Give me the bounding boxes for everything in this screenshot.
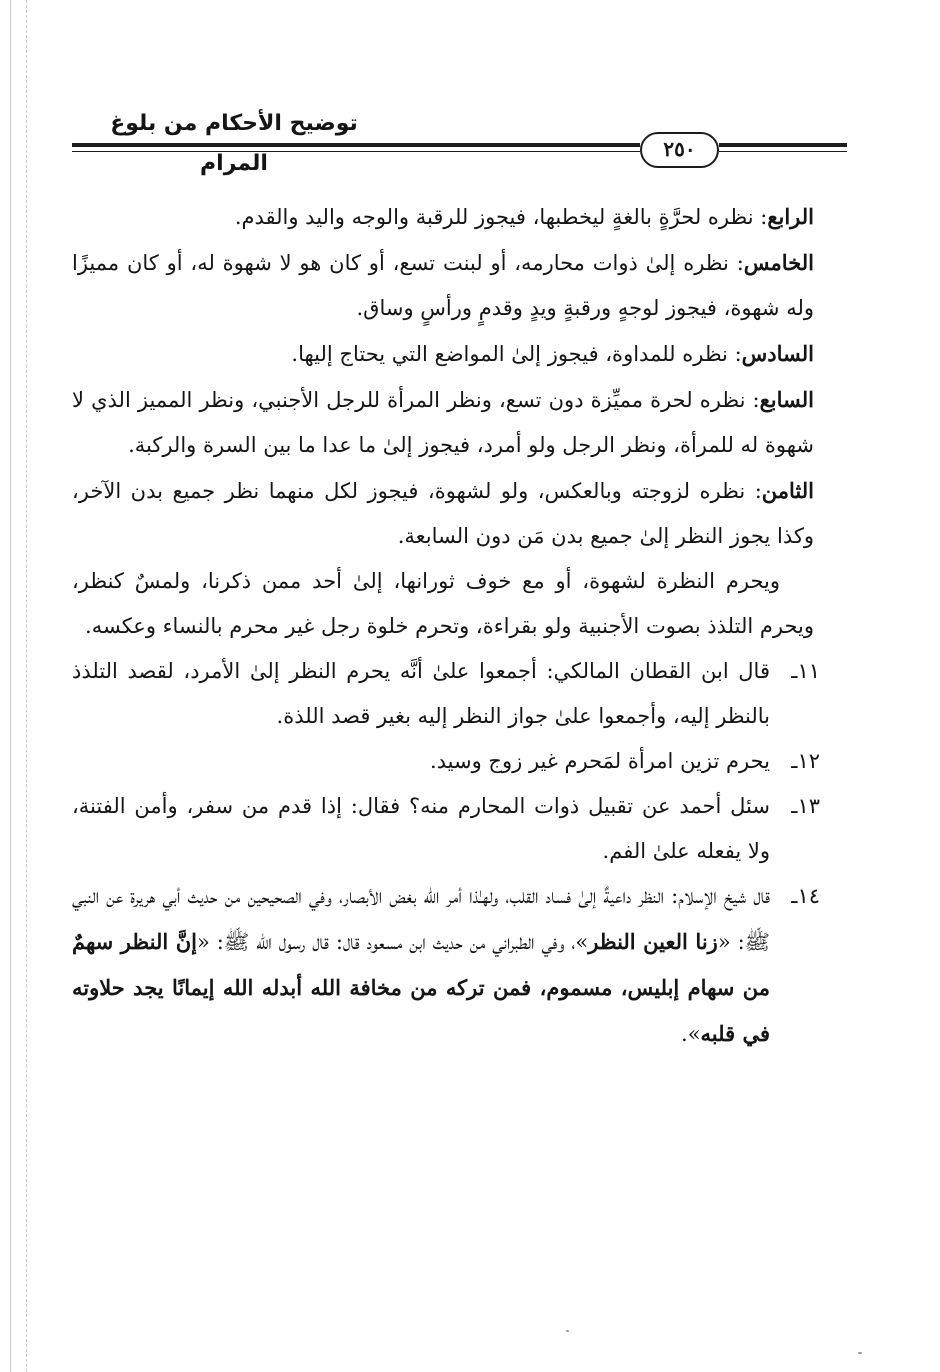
running-header-title: توضيح الأحكام من بلوغ المرام xyxy=(110,111,358,176)
item-number: ١٣ـ xyxy=(791,794,820,818)
paragraph-label: الخامس xyxy=(743,250,814,275)
numbered-item-11 xyxy=(72,649,820,739)
item-number: ١٤ـ xyxy=(791,884,820,908)
paragraph-label: السابع xyxy=(759,387,814,412)
header-rule xyxy=(719,143,847,147)
paragraph-prohibition xyxy=(72,559,814,649)
paragraph-eighth xyxy=(72,468,814,559)
paragraph-fourth xyxy=(72,194,814,240)
item-number: ١٢ـ xyxy=(791,749,820,773)
paragraph-sixth xyxy=(72,331,814,377)
header-rule xyxy=(719,151,847,152)
item-text: ». xyxy=(681,1022,701,1046)
paragraph-text: : نظره إلىٰ ذوات محارمه، أو لبنت تسع، أو كان هو لا شهوة له، أو كان مميزًا وله شهوة، فيجوز لوجهٍ ورقبةٍ ويدٍ وقدمٍ ورأسٍ وساق. xyxy=(72,251,814,320)
item-text: »، وفي الطبراني من حديث ابن مسعود قال: قال رسول الله ﷺ: « xyxy=(197,930,589,954)
paragraph-fifth xyxy=(72,240,814,331)
paragraph-label: السادس xyxy=(741,341,814,366)
scan-speck xyxy=(858,1352,862,1354)
paragraph-label: الرابع xyxy=(767,204,814,229)
hadith-quote: زنا العين النظر xyxy=(588,929,718,954)
header-rule xyxy=(72,143,640,147)
page-number: ٢٥٠ xyxy=(640,132,719,168)
numbered-item-14 xyxy=(72,874,820,1057)
paragraph-text: ويحرم النظرة لشهوة، أو مع خوف ثورانها، إلىٰ أحد ممن ذكرنا، ولمسٌ كنظر، ويحرم التلذذ بصوت الأجنبية ولو بقراءة، وتحرم خلوة رجل غير محرم بالنساء وعكسه. xyxy=(72,569,814,638)
paragraph-text: : نظره لزوجته وبالعكس، ولو لشهوة، فيجوز لكل منهما نظر جميع بدن الآخر، وكذا يجوز النظر إلىٰ جميع بدن مَن دون السابعة. xyxy=(72,479,814,548)
item-text: قال شيخ الإسلام: النظر داعيةٌ إلىٰ فساد القلب، ولهـٰذا أمر الله بغض الأبصار، وفي الصحيحين من حديث أبي هريرة عن النبي ﷺ: « xyxy=(72,884,771,954)
item-number: ١١ـ xyxy=(791,659,820,683)
page-edge-line xyxy=(10,0,11,1372)
page-edge-line xyxy=(26,0,27,1372)
scan-speck xyxy=(566,1330,569,1332)
paragraph-text: : نظره لحرَّةٍ بالغةٍ ليخطبها، فيجوز للرقبة والوجه واليد والقدم. xyxy=(234,205,768,229)
hadith-quote: إنَّ النظر سهمٌ من سهام إبليس، مسموم، فمن تركه من مخافة الله أبدله الله إيمانًا يجد حلاوته في قلبه xyxy=(72,929,770,1046)
numbered-item-12 xyxy=(72,739,820,784)
header-rule xyxy=(72,151,640,152)
numbered-item-13 xyxy=(72,784,820,874)
body-text xyxy=(72,194,820,1057)
item-text: سئل أحمد عن تقبيل ذوات المحارم منه؟ فقال: إذا قدم من سفر، وأمن الفتنة، ولا يفعله علىٰ الفم. xyxy=(72,794,770,863)
paragraph-text: : نظره للمداوة، فيجوز إلىٰ المواضع التي يحتاج إليها. xyxy=(291,342,742,366)
paragraph-seventh xyxy=(72,377,814,468)
item-text: قال ابن القطان المالكي: أجمعوا علىٰ أنَّه يحرم النظر إلىٰ الأمرد، لقصد التلذذ بالنظر إليه، وأجمعوا علىٰ جواز النظر إليه بغير قصد اللذة. xyxy=(72,659,770,728)
paragraph-text: : نظره لحرة مميِّزة دون تسع، ونظر المرأة للرجل الأجنبي، ونظر المميز الذي لا شهوة له للمرأة، ونظر الرجل ولو أمرد، فيجوز إلىٰ ما عدا ما بين السرة والركبة. xyxy=(72,388,814,457)
paragraph-label: الثامن xyxy=(761,478,814,503)
item-text: يحرم تزين امرأة لمَحرم غير زوج وسيد. xyxy=(429,749,770,773)
